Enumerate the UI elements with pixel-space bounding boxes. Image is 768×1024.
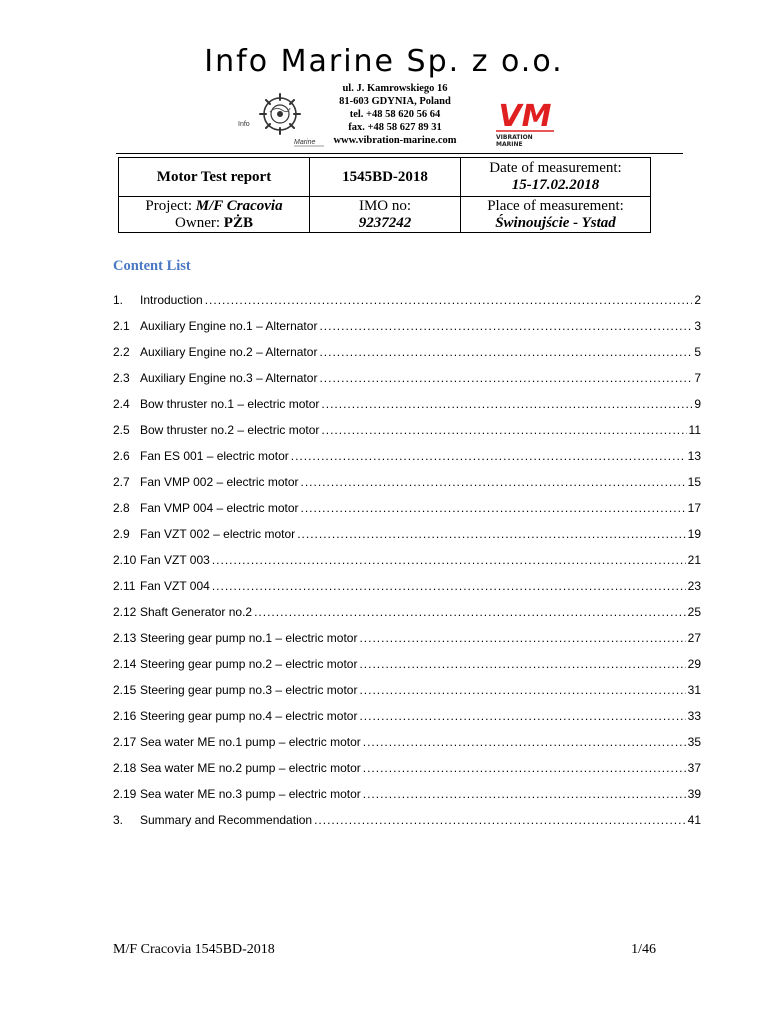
project-label: Project: bbox=[145, 197, 193, 214]
company-address bbox=[320, 82, 470, 147]
toc-dot-leader bbox=[359, 625, 685, 651]
toc-entry-label: Fan ES 001 – electric motor bbox=[140, 449, 289, 463]
toc-entry-label: Auxiliary Engine no.2 – Alternator bbox=[140, 345, 318, 359]
toc-entry-page: 5 bbox=[694, 345, 701, 359]
toc-entry-page: 29 bbox=[687, 657, 701, 671]
toc-dot-leader bbox=[359, 651, 685, 677]
toc-dot-leader bbox=[359, 677, 685, 703]
toc-entry-label: Fan VZT 003 bbox=[140, 553, 210, 567]
toc-entry-page: 15 bbox=[687, 475, 701, 489]
toc-entry-page: 21 bbox=[687, 553, 701, 567]
toc-entry[interactable] bbox=[113, 469, 701, 495]
toc-entry-page: 33 bbox=[687, 709, 701, 723]
toc-entry[interactable] bbox=[113, 417, 701, 443]
measurement-place-cell bbox=[461, 197, 651, 233]
toc-entry-page: 35 bbox=[687, 735, 701, 749]
toc-dot-leader bbox=[321, 391, 692, 417]
toc-entry[interactable] bbox=[113, 625, 701, 651]
logo-left-top-text: Info bbox=[238, 121, 250, 128]
toc-entry-label: Fan VZT 002 – electric motor bbox=[140, 527, 296, 541]
toc-dot-leader bbox=[359, 703, 685, 729]
toc-entry-number: 2.15 bbox=[113, 683, 137, 697]
toc-entry[interactable] bbox=[113, 755, 701, 781]
toc-entry-label: Fan VMP 002 – electric motor bbox=[140, 475, 299, 489]
footer-page-indicator: 1/46 bbox=[631, 942, 656, 957]
toc-dot-leader bbox=[314, 807, 686, 833]
toc-entry-number: 3. bbox=[113, 813, 124, 827]
info-row bbox=[119, 158, 651, 197]
toc-entry-page: 37 bbox=[687, 761, 701, 775]
toc-entry-label: Steering gear pump no.1 – electric motor bbox=[140, 631, 358, 645]
toc-entry-number: 2.17 bbox=[113, 735, 137, 749]
toc-dot-leader bbox=[363, 729, 686, 755]
logo-left-bottom-text: Marine bbox=[294, 139, 316, 146]
content-list-title: Content List bbox=[113, 258, 191, 274]
toc-entry-number: 2.14 bbox=[113, 657, 137, 671]
toc-entry[interactable] bbox=[113, 729, 701, 755]
toc-entry-number: 2.10 bbox=[113, 553, 137, 567]
toc-entry-number: 2.5 bbox=[113, 423, 130, 437]
vm-logo-mark: VM bbox=[498, 99, 552, 134]
toc-dot-leader bbox=[205, 287, 693, 313]
toc-dot-leader bbox=[363, 755, 686, 781]
toc-dot-leader bbox=[301, 469, 686, 495]
toc-entry-number: 2.16 bbox=[113, 709, 137, 723]
toc-entry-page: 7 bbox=[694, 371, 701, 385]
toc-dot-leader bbox=[363, 781, 686, 807]
toc-dot-leader bbox=[297, 521, 685, 547]
toc-dot-leader bbox=[291, 443, 686, 469]
toc-entry[interactable] bbox=[113, 287, 701, 313]
toc-entry[interactable] bbox=[113, 365, 701, 391]
toc-entry-number: 1. bbox=[113, 293, 124, 307]
address-line: www.vibration-marine.com bbox=[333, 135, 457, 146]
toc-entry-number: 2.13 bbox=[113, 631, 137, 645]
toc-entry-number: 2.19 bbox=[113, 787, 137, 801]
toc-entry-page: 11 bbox=[688, 423, 701, 437]
toc-dot-leader bbox=[254, 599, 686, 625]
toc-entry-page: 41 bbox=[687, 813, 701, 827]
toc-entry-label: Bow thruster no.2 – electric motor bbox=[140, 423, 320, 437]
toc-entry[interactable] bbox=[113, 677, 701, 703]
table-of-contents bbox=[113, 287, 701, 833]
toc-dot-leader bbox=[301, 495, 686, 521]
toc-entry[interactable] bbox=[113, 443, 701, 469]
address-line: 81-603 GDYNIA, Poland bbox=[339, 96, 451, 107]
vibration-marine-logo bbox=[494, 96, 556, 148]
toc-entry-label: Bow thruster no.1 – electric motor bbox=[140, 397, 320, 411]
toc-entry[interactable] bbox=[113, 547, 701, 573]
toc-entry-page: 13 bbox=[687, 449, 701, 463]
toc-entry-label: Sea water ME no.1 pump – electric motor bbox=[140, 735, 361, 749]
owner-label: Owner: bbox=[175, 214, 221, 231]
toc-entry-label: Fan VMP 004 – electric motor bbox=[140, 501, 299, 515]
info-row bbox=[119, 197, 651, 233]
toc-entry-number: 2.3 bbox=[113, 371, 130, 385]
project-value: M/F Cracovia bbox=[195, 197, 283, 214]
toc-entry-label: Steering gear pump no.4 – electric motor bbox=[140, 709, 358, 723]
toc-entry-page: 3 bbox=[694, 319, 701, 333]
toc-entry-page: 19 bbox=[687, 527, 701, 541]
toc-entry-label: Sea water ME no.3 pump – electric motor bbox=[140, 787, 361, 801]
toc-entry[interactable] bbox=[113, 807, 701, 833]
address-line: fax. +48 58 627 89 31 bbox=[348, 122, 442, 133]
vm-logo-line1: VIBRATION bbox=[496, 134, 533, 141]
toc-entry-label: Introduction bbox=[140, 293, 203, 307]
toc-entry[interactable] bbox=[113, 651, 701, 677]
toc-entry[interactable] bbox=[113, 391, 701, 417]
toc-entry-label: Shaft Generator no.2 bbox=[140, 605, 253, 619]
toc-entry-page: 39 bbox=[687, 787, 701, 801]
toc-entry-label: Sea water ME no.2 pump – electric motor bbox=[140, 761, 361, 775]
toc-dot-leader bbox=[212, 573, 686, 599]
toc-entry-number: 2.9 bbox=[113, 527, 130, 541]
toc-entry-page: 25 bbox=[687, 605, 701, 619]
toc-entry[interactable] bbox=[113, 339, 701, 365]
owner-value: PŻB bbox=[223, 214, 253, 231]
toc-entry-number: 2.8 bbox=[113, 501, 130, 515]
toc-entry-page: 2 bbox=[694, 293, 701, 307]
owner-line bbox=[119, 215, 309, 232]
toc-entry-page: 27 bbox=[687, 631, 701, 645]
vm-logo-line2: MARINE bbox=[496, 141, 523, 148]
toc-entry-number: 2.18 bbox=[113, 761, 137, 775]
toc-dot-leader bbox=[321, 417, 686, 443]
toc-entry[interactable] bbox=[113, 599, 701, 625]
toc-entry[interactable] bbox=[113, 313, 701, 339]
toc-entry[interactable] bbox=[113, 521, 701, 547]
toc-dot-leader bbox=[319, 365, 692, 391]
toc-entry[interactable] bbox=[113, 703, 701, 729]
toc-dot-leader bbox=[319, 313, 692, 339]
toc-entry-page: 31 bbox=[687, 683, 701, 697]
toc-entry[interactable] bbox=[113, 573, 701, 599]
toc-entry-number: 2.12 bbox=[113, 605, 137, 619]
imo-label: IMO no: bbox=[358, 197, 412, 214]
toc-entry-label: Auxiliary Engine no.3 – Alternator bbox=[140, 371, 318, 385]
report-title: Motor Test report bbox=[119, 158, 310, 197]
toc-entry-label: Summary and Recommendation bbox=[140, 813, 313, 827]
toc-entry-number: 2.11 bbox=[113, 579, 136, 593]
report-number: 1545BD-2018 bbox=[310, 158, 461, 197]
company-name: Info Marine Sp. z o.o. bbox=[204, 44, 564, 79]
address-line: ul. J. Kamrowskiego 16 bbox=[342, 83, 448, 94]
measurement-place-label: Place of measurement: bbox=[487, 197, 624, 214]
toc-entry-number: 2.4 bbox=[113, 397, 130, 411]
measurement-place-value: Świnoujście - Ystad bbox=[495, 214, 616, 231]
toc-entry[interactable] bbox=[113, 495, 701, 521]
toc-entry-label: Fan VZT 004 bbox=[140, 579, 210, 593]
address-line: tel. +48 58 620 56 64 bbox=[349, 109, 441, 120]
toc-entry-page: 23 bbox=[687, 579, 701, 593]
project-line bbox=[119, 198, 309, 215]
toc-entry-number: 2.7 bbox=[113, 475, 130, 489]
measurement-date-cell bbox=[461, 158, 651, 197]
info-marine-logo bbox=[236, 92, 326, 150]
toc-entry-label: Steering gear pump no.3 – electric motor bbox=[140, 683, 358, 697]
header-divider bbox=[116, 153, 683, 154]
footer-document-ref: M/F Cracovia 1545BD-2018 bbox=[113, 942, 275, 957]
toc-entry[interactable] bbox=[113, 781, 701, 807]
toc-entry-page: 17 bbox=[687, 501, 701, 515]
toc-dot-leader bbox=[212, 547, 686, 573]
imo-cell bbox=[310, 197, 461, 233]
toc-entry-page: 9 bbox=[694, 397, 701, 411]
report-info-table bbox=[118, 157, 651, 233]
toc-entry-number: 2.2 bbox=[113, 345, 130, 359]
toc-entry-number: 2.1 bbox=[113, 319, 130, 333]
measurement-date-label: Date of measurement: bbox=[489, 160, 622, 176]
toc-entry-number: 2.6 bbox=[113, 449, 130, 463]
project-owner-cell bbox=[119, 197, 310, 233]
toc-entry-label: Steering gear pump no.2 – electric motor bbox=[140, 657, 358, 671]
toc-entry-label: Auxiliary Engine no.1 – Alternator bbox=[140, 319, 318, 333]
toc-dot-leader bbox=[319, 339, 692, 365]
measurement-date-value: 15-17.02.2018 bbox=[511, 177, 600, 193]
imo-value: 9237242 bbox=[358, 214, 412, 231]
